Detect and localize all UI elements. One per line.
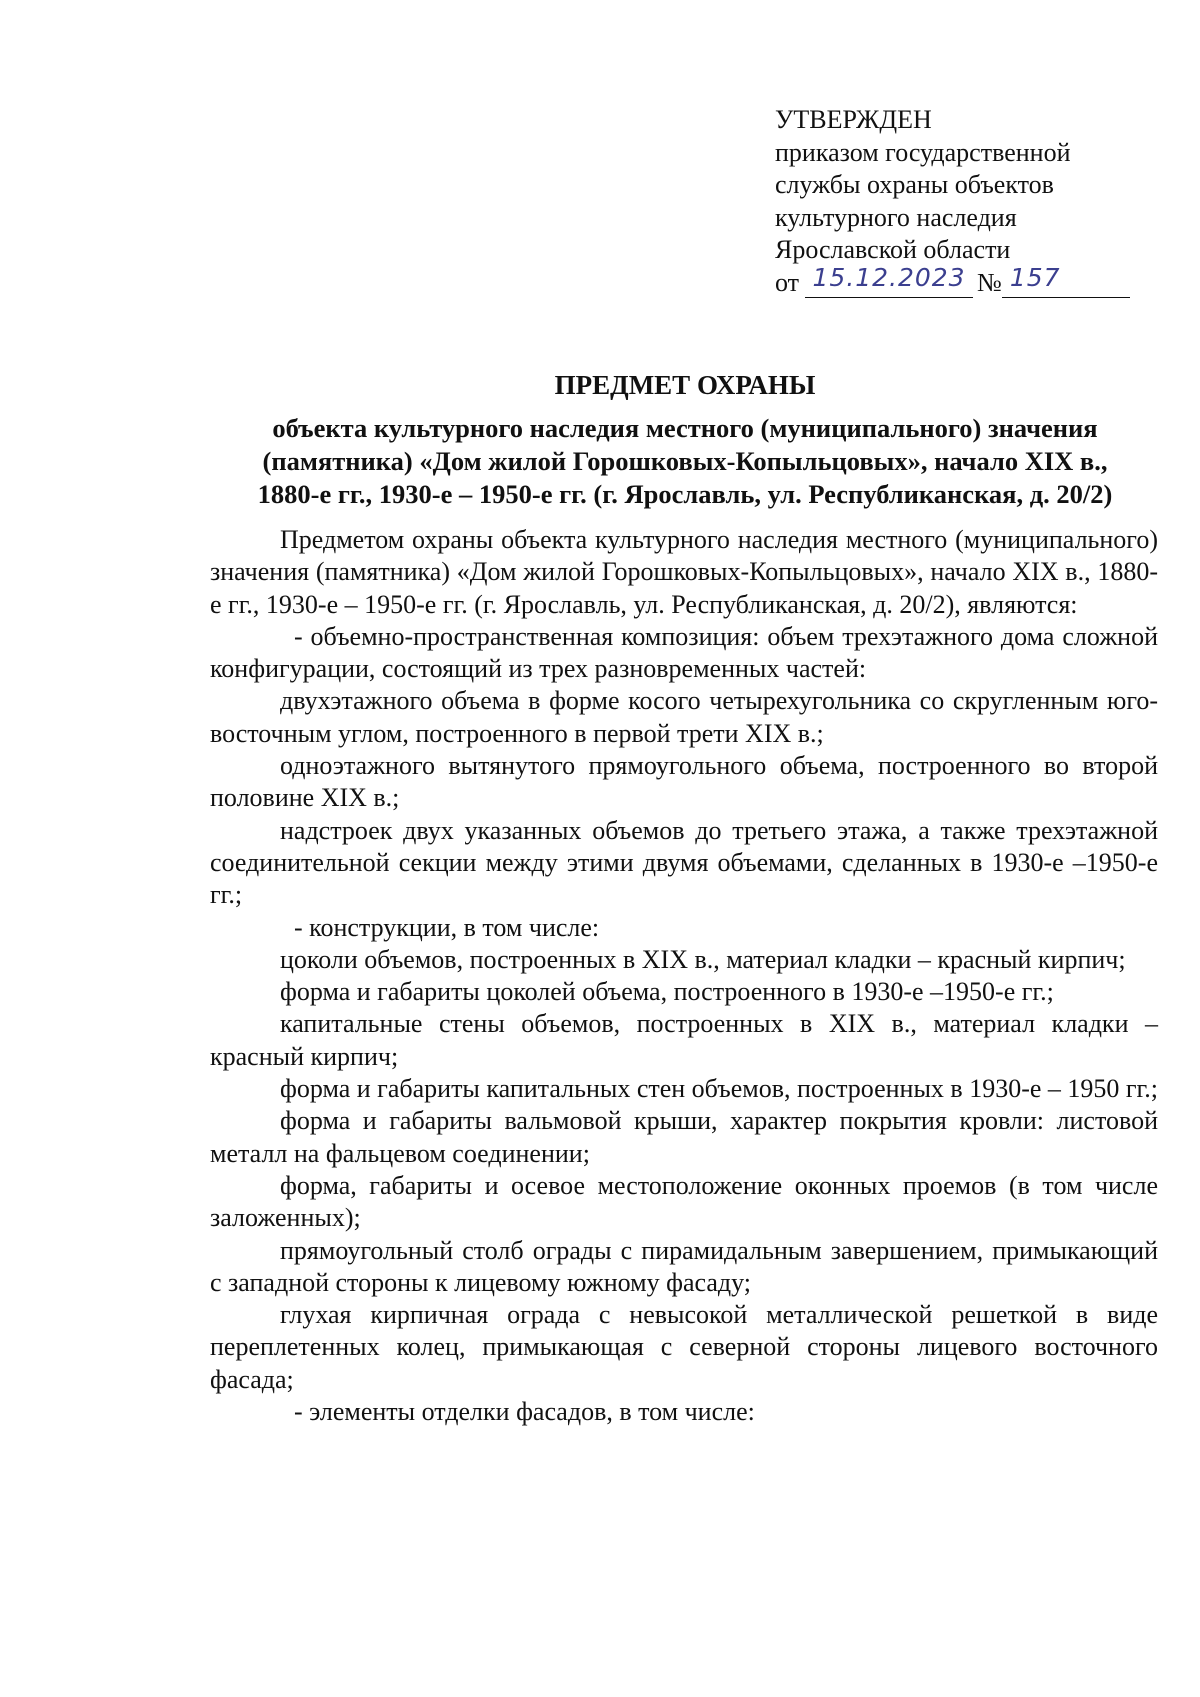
title-sub-line: объекта культурного наследия местного (муниципального) значения [272,413,1098,443]
title-sub-line: 1880-е гг., 1930-е – 1950-е гг. (г. Ярославль, ул. Республиканская, д. 20/2) [257,479,1113,509]
approval-line: Ярославской области [775,235,1011,264]
document-title [210,368,1160,511]
title-main: ПРЕДМЕТ ОХРАНЫ [554,370,816,400]
body-paragraph: Предметом охраны объекта культурного наследия местного (муниципального) значения (памятника) «Дом жилой Горошковых-Копыльцовых», начало XIX в., 1880-е гг., 1930-е – 1950-е гг. (г. Ярославль, ул. Республиканская, д. 20/2), являются: [210,525,1158,619]
body-paragraph: двухэтажного объема в форме косого четырехугольника со скругленным юго-восточным углом, построенного в первой трети XIX в.; [210,686,1158,748]
body-paragraph: - объемно-пространственная композиция: объем трехэтажного дома сложной конфигурации, состоящий из трех разновременных частей: [210,621,1158,684]
date-field [805,262,973,298]
handwritten-date: 15.12.2023 [812,262,966,292]
body-paragraph: цоколи объемов, построенных в XIX в., материал кладки – красный кирпич; [280,944,1126,974]
handwritten-number: 157 [1009,262,1061,292]
approval-line: службы охраны объектов [775,170,1054,199]
body-paragraph: глухая кирпичная ограда с невысокой металлической решеткой в виде переплетенных колец, примыкающая с северной стороны лицевого восточного фасада; [210,1300,1158,1394]
body-paragraph: одноэтажного вытянутого прямоугольного объема, построенного во второй половине XIX в.; [210,751,1158,813]
approval-heading: УТВЕРЖДЕН [775,105,932,134]
approval-line: культурного наследия [775,202,1017,232]
approval-stamp-block [775,104,1130,299]
date-prefix: от [775,267,800,297]
body-paragraph: капитальные стены объемов, построенных в XIX в., материал кладки – красный кирпич; [210,1009,1158,1071]
body-paragraph: - элементы отделки фасадов, в том числе: [294,1397,755,1427]
body-paragraph: - конструкции, в том числе: [294,912,600,942]
approval-date-line [775,262,1130,300]
body-paragraph: надстроек двух указанных объемов до третьего этажа, а также трехэтажной соединительной секции между этими двумя объемами, сделанных в 1930-е –1950-е гг.; [210,815,1158,910]
title-sub-line: (памятника) «Дом жилой Горошковых-Копыльцовых», начало XIX в., [262,446,1108,476]
approval-line: приказом государственной [775,137,1071,167]
number-field [1002,262,1130,298]
number-sign: № [977,267,1002,297]
body-paragraph: форма и габариты капитальных стен объемов, построенных в 1930-е – 1950 гг.; [280,1074,1159,1104]
body-paragraph: форма, габариты и осевое местоположение оконных проемов (в том числе заложенных); [210,1170,1158,1233]
body-paragraph: прямоугольный столб ограды с пирамидальным завершением, примыкающий с западной стороны к лицевому южному фасаду; [210,1235,1158,1297]
body-paragraph: форма и габариты вальмовой крыши, характер покрытия кровли: листовой металл на фальцевом соединении; [210,1106,1158,1168]
body-paragraph: форма и габариты цоколей объема, построенного в 1930-е –1950-е гг.; [280,977,1054,1007]
document-body [210,524,1158,1428]
